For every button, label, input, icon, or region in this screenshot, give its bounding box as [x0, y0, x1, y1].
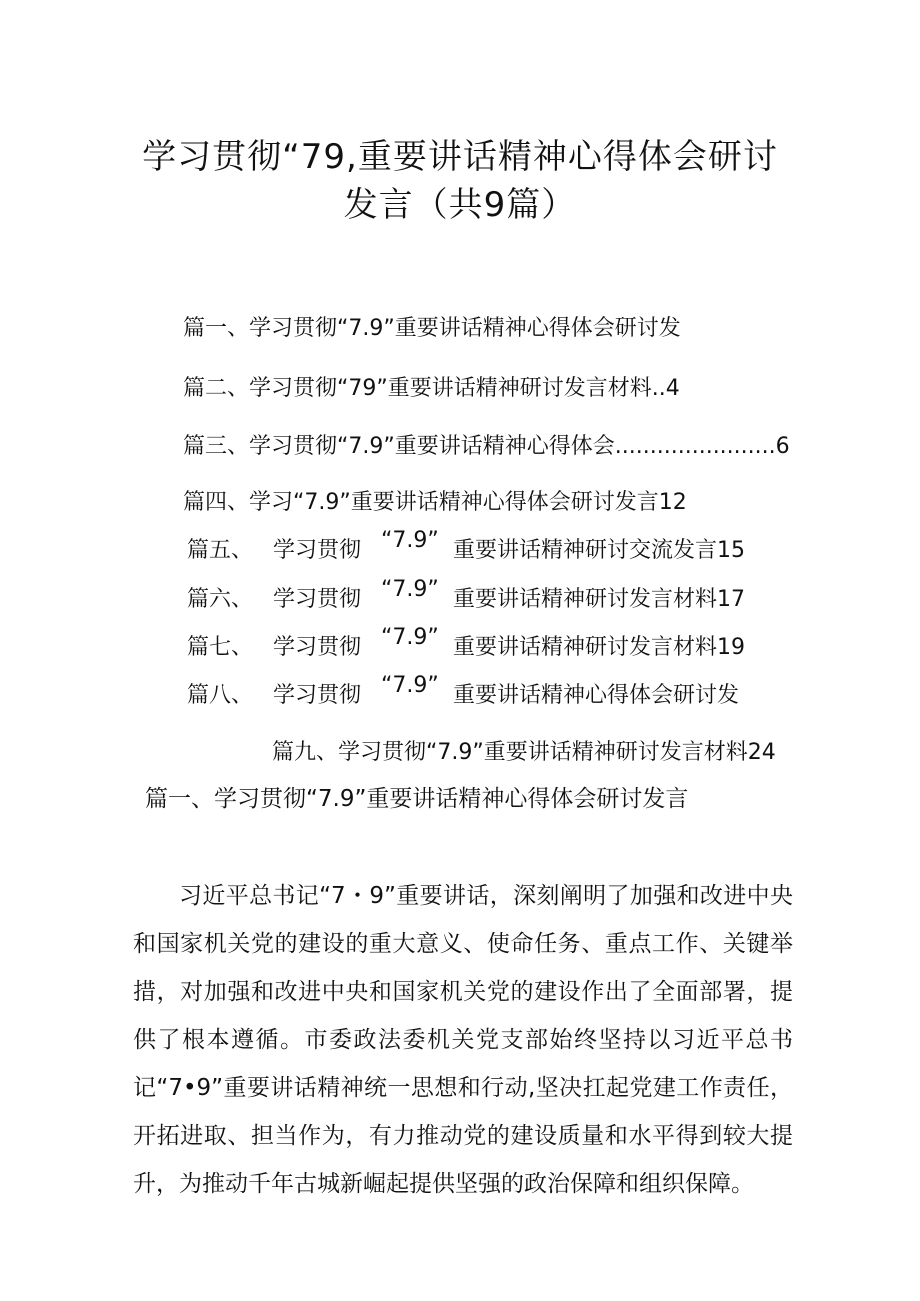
toc-entry-5[interactable]: [187, 528, 745, 563]
toc-entry-label: 篇六、: [187, 587, 254, 612]
toc-entry-quote: “7.9”: [381, 577, 439, 602]
toc-entry-rest: 重要讲话精神研讨发言材料17: [453, 587, 745, 612]
toc-entry-quote: “7.9”: [381, 625, 439, 650]
toc-entry-1[interactable]: 篇一、学习贯彻“7.9”重要讲话精神心得体会研讨发: [183, 316, 681, 341]
toc-entry-part: 学习贯彻: [273, 538, 362, 563]
toc-entry-label: 篇五、: [187, 538, 254, 563]
toc-entry-part: 学习贯彻: [273, 683, 362, 708]
toc-entry-6[interactable]: [187, 577, 745, 612]
body-paragraph: [133, 872, 793, 1208]
toc-entry-part: 学习贯彻: [273, 587, 362, 612]
toc-entry-rest: 重要讲话精神研讨交流发言15: [453, 538, 745, 563]
toc-entry-2[interactable]: 篇二、学习贯彻“79”重要讲话精神研讨发言材料..4: [183, 376, 680, 401]
toc-entry-quote: “7.9”: [381, 528, 439, 553]
toc-entry-4[interactable]: 篇四、学习“7.9”重要讲话精神心得体会研讨发言12: [183, 490, 687, 515]
toc-entry-label: 篇七、: [187, 635, 254, 660]
toc-entry-rest: 重要讲话精神研讨发言材料19: [453, 635, 745, 660]
document-title-line-1: 学习贯彻“79,重要讲话精神心得体会研讨: [142, 137, 778, 177]
toc-entry-part: 学习贯彻: [273, 635, 362, 660]
document-title-line-2: 发言（共9篇）: [343, 185, 577, 225]
toc-entry-9[interactable]: 篇九、学习贯彻“7.9”重要讲话精神研讨发言材料24: [272, 740, 776, 765]
toc-entry-rest: 重要讲话精神心得体会研讨发: [453, 683, 740, 708]
toc-entry-quote: “7.9”: [381, 673, 439, 698]
paragraph-text: 习近平总书记“7・9”重要讲话，深刻阐明了加强和改进中央和国家机关党的建设的重大意义、使命任务、重点工作、关键举措，对加强和改进中央和国家机关党的建设作出了全面部署，提供了根本遵循。市委政法委机关党支部始终坚持以习近平总书记“7•9”重要讲话精神统一思想和行动,坚决扛起党建工作责任，开拓进取、担当作为，有力推动党的建设质量和水平得到较大提升，为推动千年古城新崛起提供坚强的政治保障和组织保障。: [133, 883, 793, 1197]
toc-entry-3[interactable]: 篇三、学习贯彻“7.9”重要讲话精神心得体会.......................6: [183, 434, 790, 459]
toc-entry-8[interactable]: [187, 673, 740, 708]
toc-entry-label: 篇八、: [187, 683, 254, 708]
toc-entry-7[interactable]: [187, 625, 745, 660]
section-heading: 篇一、学习贯彻“7.9”重要讲话精神心得体会研讨发言: [145, 786, 689, 812]
